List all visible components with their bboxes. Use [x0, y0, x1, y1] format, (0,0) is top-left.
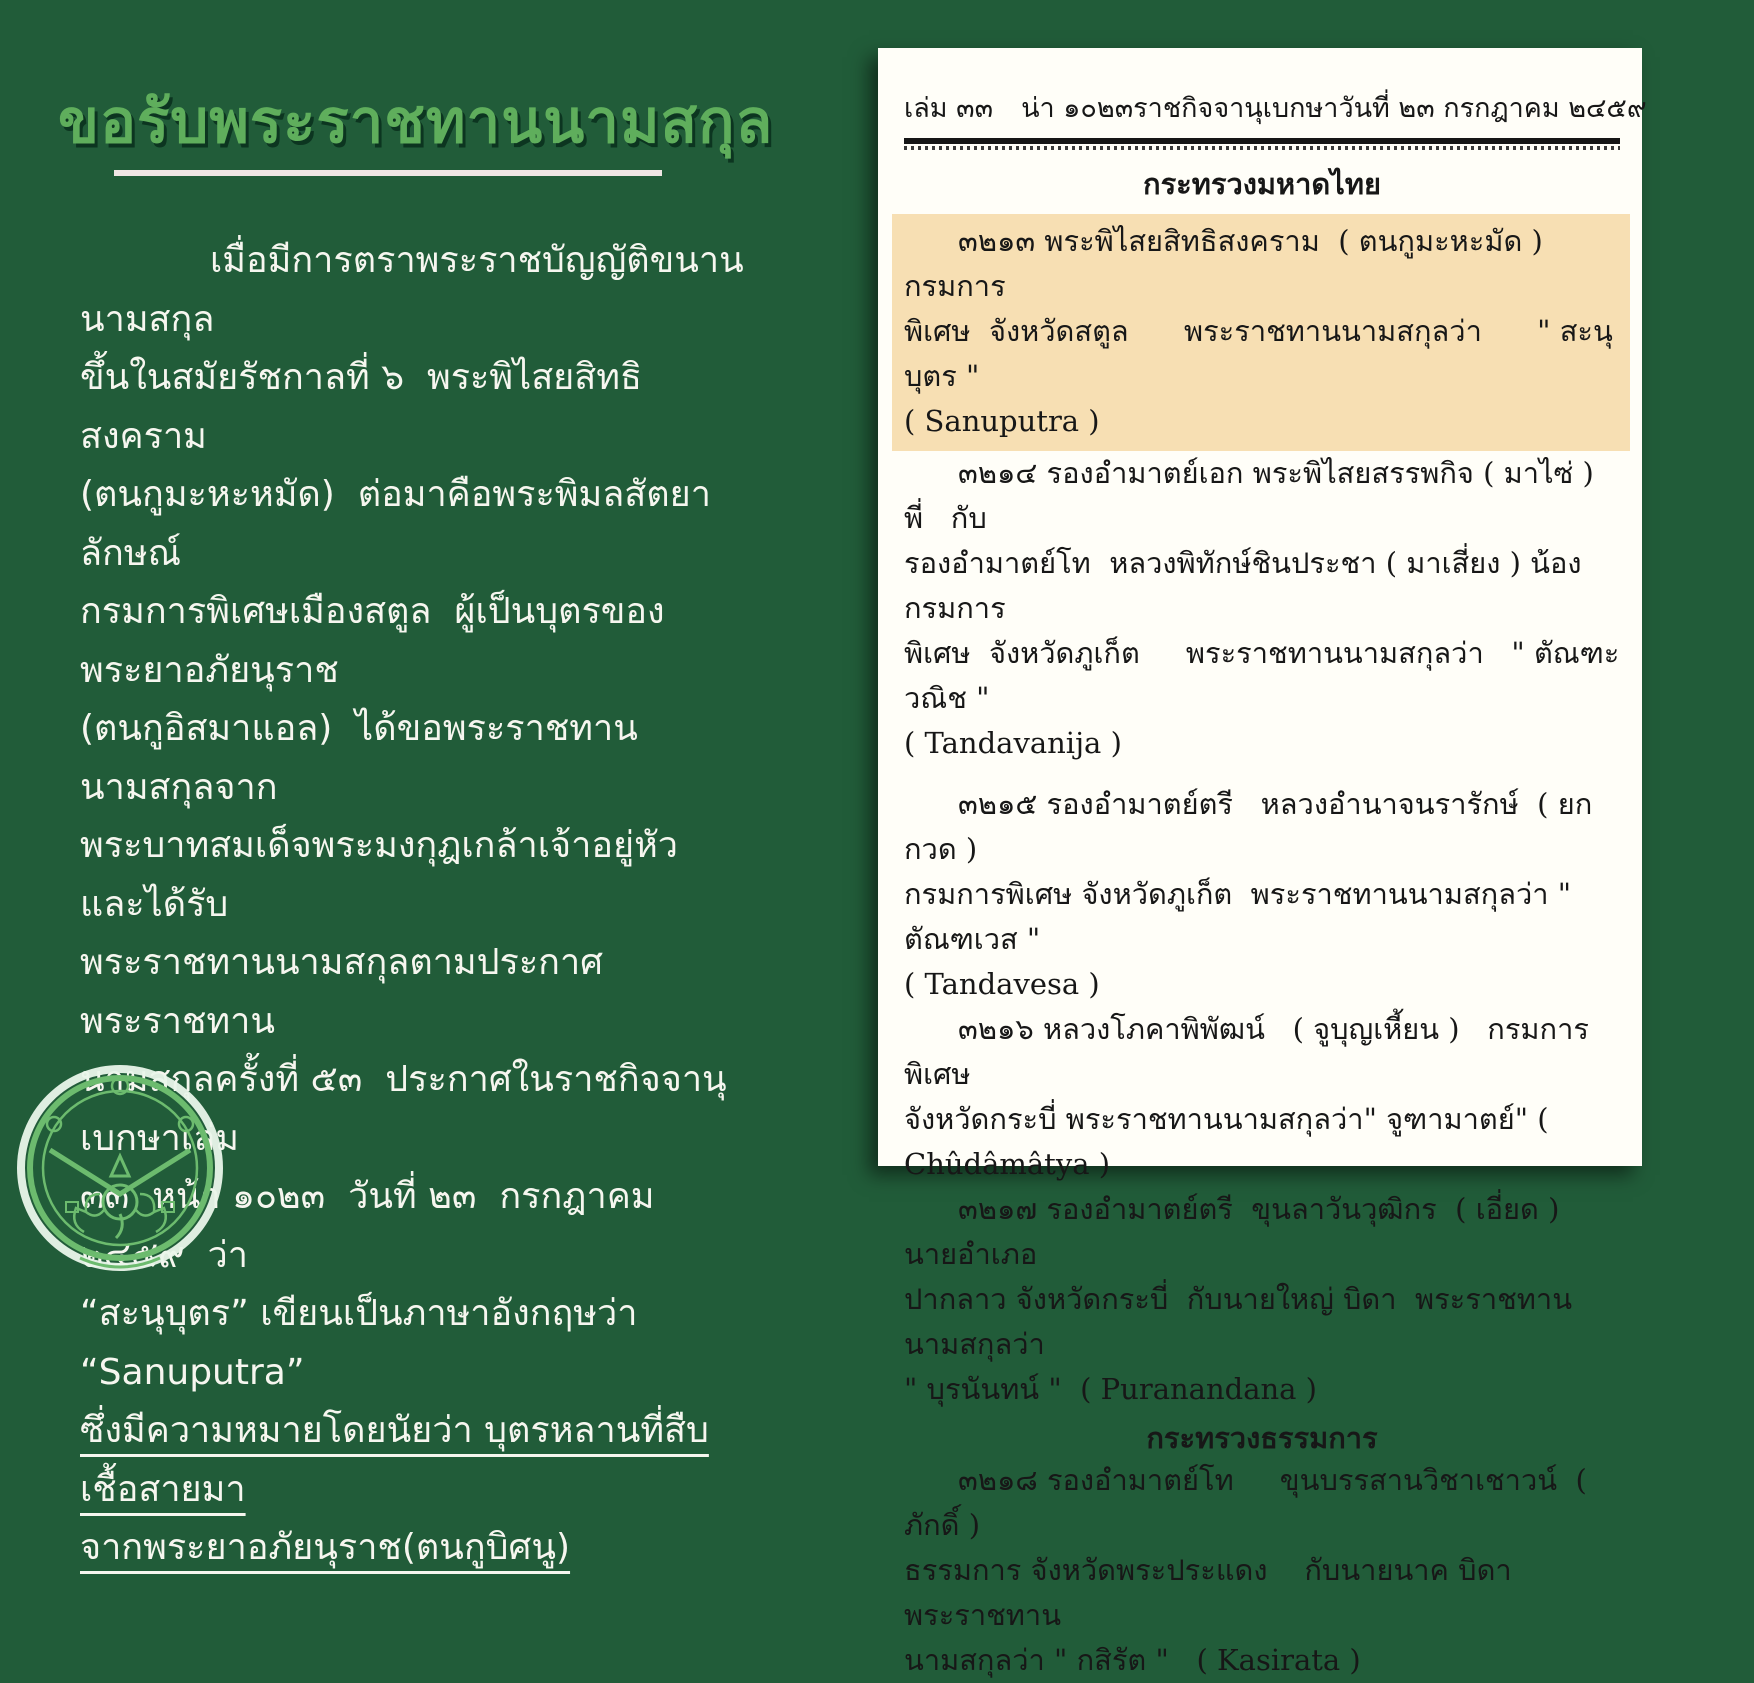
gazette-page-number: น่า ๑๐๒๓: [1021, 93, 1134, 124]
gazette-scan-page: [878, 48, 1647, 1677]
gazette-volume: เล่ม ๓๓: [904, 93, 994, 124]
highlighted-entry-3213: [892, 214, 1630, 451]
gazette-header: [904, 86, 1647, 129]
paragraph-line: (ตนกูมะหะหมัด) ต่อมาคือพระพิมลสัตยาลักษณ์: [80, 474, 711, 574]
paragraph-line: พระราชทานนามสกุลตามประกาศพระราชทาน: [80, 942, 604, 1042]
ministry-heading-education: กระทรวงธรรมการ: [1146, 1421, 1378, 1455]
page-title: ขอรับพระราชทานนามสกุล: [58, 87, 774, 157]
gazette-line: ๓๒๑๖ หลวงโภคาพิพัฒน์ ( จูบุญเหี้ยน ) กรมการพิเศษ: [904, 1012, 1589, 1091]
gazette-line: จังหวัดกระบี่ พระราชทานนามสกุลว่า" จูฑามาตย์" ( Chûdâmâtya ): [904, 1102, 1558, 1181]
gazette-line: ปากลาว จังหวัดกระบี่ กับนายใหญ่ บิดา พระราชทานนามสกุลว่า: [904, 1282, 1573, 1361]
gazette-line: ( Tandavesa ): [904, 967, 1100, 1001]
gazette-volume-page: [904, 86, 1133, 129]
paragraph-line: (ตนกูอิสมาแอล) ได้ขอพระราชทานนามสกุลจาก: [80, 708, 638, 808]
gazette-date: วันที่ ๒๓ กรกฎาคม ๒๔๕๙: [1338, 93, 1647, 124]
gazette-line: ( Tandavanija ): [904, 726, 1122, 760]
paragraph-line: เมื่อมีการตราพระราชบัญญัติขนานนามสกุล: [80, 240, 744, 340]
gazette-line: พิเศษ จังหวัดสตูล พระราชทานนามสกุลว่า " สะนุบุตร ": [904, 314, 1613, 393]
gazette-line: นามสกุลว่า " กสิรัต " ( Kasirata ): [904, 1643, 1361, 1677]
paragraph-line: ขึ้นในสมัยรัชกาลที่ ๖ พระพิไสยสิทธิสงคราม: [80, 357, 642, 457]
gazette-line: รองอำมาตย์โท หลวงพิทักษ์ชินประชา ( มาเสี่ยง ) น้อง กรมการ: [904, 546, 1591, 625]
gazette-line: พิเศษ จังหวัดภูเก็ต พระราชทานนามสกุลว่า " ตัณฑะวณิช ": [904, 636, 1620, 715]
paragraph-line: กรมการพิเศษเมืองสตูล ผู้เป็นบุตรของพระยาอภัยนุราช: [80, 591, 665, 691]
header-rule: [904, 138, 1620, 144]
paragraph-line-underlined: จากพระยาอภัยนุราช(ตนกูบิศนู): [80, 1527, 571, 1568]
paragraph-line-underlined: ซึ่งมีความหมายโดยนัยว่า บุตรหลานที่สืบเชื้อสายมา: [80, 1410, 709, 1510]
paragraph-line: ๓๓ หน้า ๑๐๒๓ วันที่ ๒๓ กรกฎาคม ๒๔๕๙ ว่า: [80, 1176, 666, 1276]
header-rule-fringe: [904, 146, 1620, 150]
gazette-line: ๓๒๑๕ รองอำมาตย์ตรี หลวงอำนาจนรารักษ์ ( ยกกวด ): [904, 787, 1593, 866]
gazette-line: ธรรมการ จังหวัดพระประแดง กับนายนาค บิดา พระราชทาน: [904, 1553, 1540, 1632]
title-underline-rule: [114, 170, 662, 176]
ministry-heading-interior: กระทรวงมหาดไทย: [1143, 167, 1381, 201]
gazette-line: กรมการพิเศษ จังหวัดภูเก็ต พระราชทานนามสกุลว่า " ตัณฑเวส ": [904, 877, 1581, 956]
paragraph-line: “สะนุบุตร” เขียนเป็นภาษาอังกฤษว่า “Sanuputra”: [80, 1293, 649, 1393]
summary-paragraph: [80, 232, 744, 1578]
gazette-name: ราชกิจจานุเบกษา: [1133, 93, 1339, 124]
gazette-line: ๓๒๑๘ รองอำมาตย์โท ขุนบรรสานวิชาเชาวน์ ( ภักดิ์ ): [904, 1463, 1597, 1542]
gazette-line: ๓๒๑๓ พระพิไสยสิทธิสงคราม ( ตนกูมะหะมัด ) กรมการ: [904, 224, 1571, 303]
gazette-line: " บุรนันทน์ " ( Puranandana ): [904, 1372, 1317, 1406]
ganesha-seal-icon: [14, 1062, 226, 1274]
paragraph-line: พระบาทสมเด็จพระมงกุฎเกล้าเจ้าอยู่หัว และได้รับ: [80, 825, 701, 925]
paragraph-line: นามสกุลครั้งที่ ๕๓ ประกาศในราชกิจจานุเบกษาเล่ม: [80, 1059, 727, 1159]
gazette-line: ๓๒๑๔ รองอำมาตย์เอก พระพิไสยสรรพกิจ ( มาไซ่ ) พี่ กับ: [904, 456, 1604, 535]
gazette-line: ๓๒๑๗ รองอำมาตย์ตรี ขุนลาวันวุฒิกร ( เอี่ยด ) นายอำเภอ: [904, 1192, 1578, 1271]
gazette-line: ( Sanuputra ): [904, 404, 1100, 438]
